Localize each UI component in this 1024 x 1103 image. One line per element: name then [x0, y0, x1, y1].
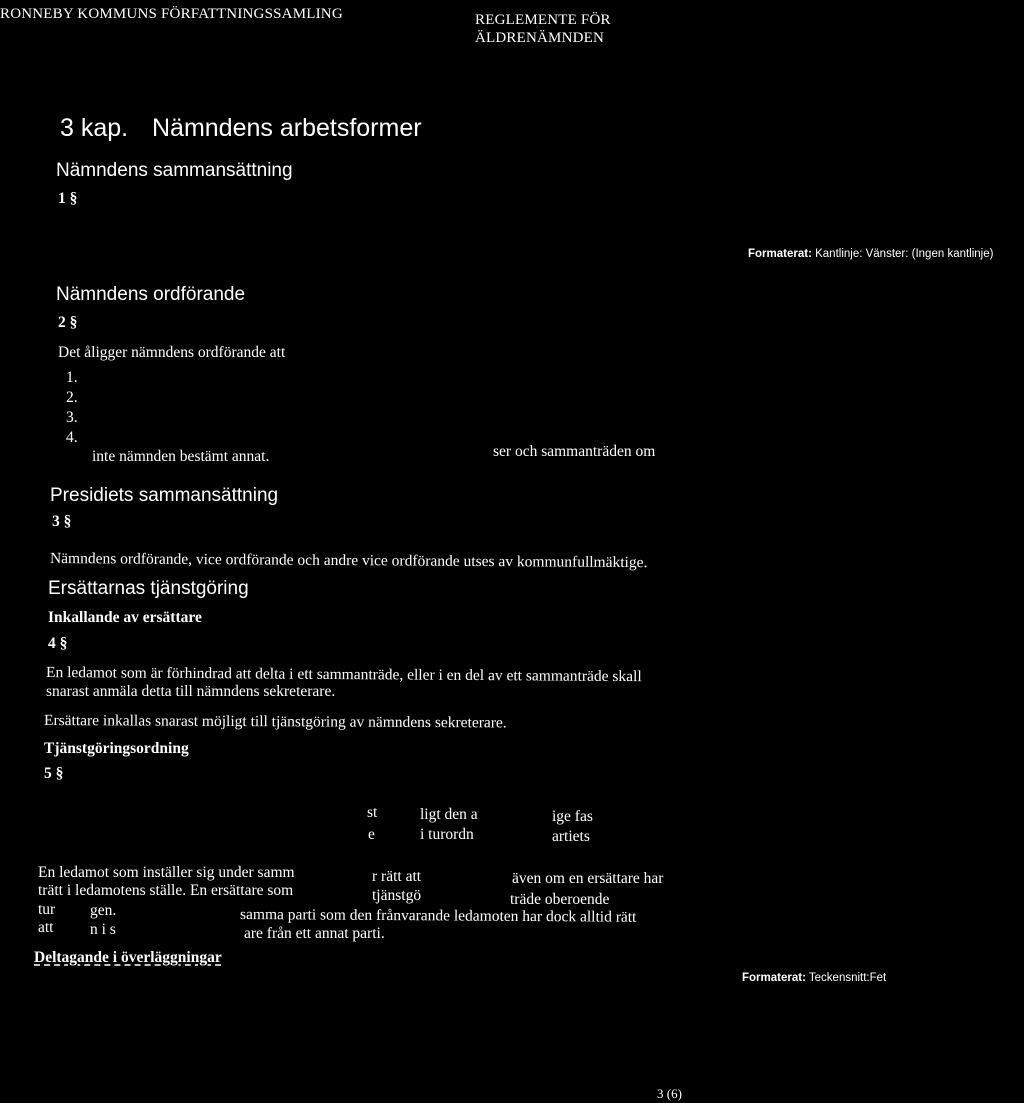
tjanstgoring-line3-right: samma parti som den frånvarande ledamoten har dock alltid rätt [239, 906, 637, 926]
note-text: Kantlinje: Vänster: (Ingen kantlinje) [815, 248, 994, 260]
page-number: 3 (6) [657, 1086, 682, 1101]
fragment-b3: artiets [552, 828, 590, 845]
paragraph-5: 5 § [44, 765, 64, 782]
tjanstgoring-line2-mid: tjänstgö [372, 887, 422, 904]
tjanstgoring-line4-left: att [38, 919, 54, 936]
tjanstgoring-line1-right: även om en ersättare har [512, 870, 664, 887]
ordforande-fragment-right: ser och sammanträden om [493, 443, 656, 460]
chapter-title: Nämndens arbetsformer [152, 114, 422, 142]
list-item-4: 4. [66, 429, 78, 446]
tjanstgoring-line1-mid: r rätt att [372, 868, 422, 885]
fragment-a1: st [367, 804, 378, 821]
tjanstgoring-line1-left: En ledamot som inställer sig under samm [38, 864, 295, 881]
section-heading-sammansattning: Nämndens sammansättning [56, 160, 293, 181]
section-heading-presidiet: Presidiets sammansättning [50, 485, 279, 506]
note-label: Formaterat: [742, 972, 806, 984]
ersattare-text2: Ersättare inkallas snarast möjligt till tjänstgöring av nämndens sekreterare. [43, 712, 507, 732]
tjanstgoring-line3-left2: gen. [90, 902, 117, 919]
list-item-1: 1. [66, 369, 78, 386]
ersattare-text-line2: snarast anmäla detta till nämndens sekreterare. [46, 683, 336, 700]
note-label: Formaterat: [748, 248, 812, 260]
tjanstgoring-line4-left2: n i s [90, 921, 116, 938]
ordforande-intro: Det åligger nämndens ordförande att [58, 344, 286, 361]
subheading-overlaggningar: Deltagande i överläggningar [34, 949, 222, 966]
header-right-line1: REGLEMENTE FÖR [475, 12, 611, 28]
fragment-b2: i turordn [420, 826, 474, 843]
margin-note-teckensnitt [742, 972, 886, 984]
ersattare-text-line1: En ledamot som är förhindrad att delta i ett sammanträde, eller i en del av ett sammanträde skall [45, 664, 642, 686]
chapter-number: 3 kap. [60, 114, 129, 142]
fragment-b1: e [368, 826, 375, 843]
tjanstgoring-line2-right: träde oberoende [510, 891, 610, 908]
paragraph-1: 1 § [58, 190, 78, 207]
list-item-2: 2. [66, 389, 78, 406]
subheading-inkallande: Inkallande av ersättare [48, 609, 202, 626]
paragraph-4: 4 § [48, 635, 68, 652]
tjanstgoring-line2-left: trätt i ledamotens ställe. En ersättare som [38, 882, 294, 899]
tjanstgoring-line3-left: tur [38, 901, 56, 918]
list-item-3: 3. [66, 409, 78, 426]
ordforande-fragment-left: inte nämnden bestämt annat. [92, 448, 270, 465]
presidiet-text: Nämndens ordförande, vice ordförande och andre vice ordförande utses av kommunfullmäktige. [49, 550, 648, 572]
tjanstgoring-line4-right: are från ett annat parti. [244, 925, 385, 942]
subheading-tjanstgoringsordning: Tjänstgöringsordning [44, 740, 189, 757]
note-text: Teckensnitt:Fet [808, 972, 887, 984]
fragment-a2: ligt den a [420, 806, 478, 823]
paragraph-3: 3 § [52, 513, 72, 530]
section-heading-ordforande: Nämndens ordförande [56, 284, 246, 305]
paragraph-2: 2 § [58, 314, 78, 331]
section-heading-ersattare: Ersättarnas tjänstgöring [48, 578, 249, 599]
header-left: RONNEBY KOMMUNS FÖRFATTNINGSSAMLING [0, 6, 343, 22]
margin-note-kantlinje [748, 248, 993, 260]
fragment-a3: ige fas [552, 808, 593, 825]
header-right-line2: ÄLDRENÄMNDEN [475, 30, 605, 46]
